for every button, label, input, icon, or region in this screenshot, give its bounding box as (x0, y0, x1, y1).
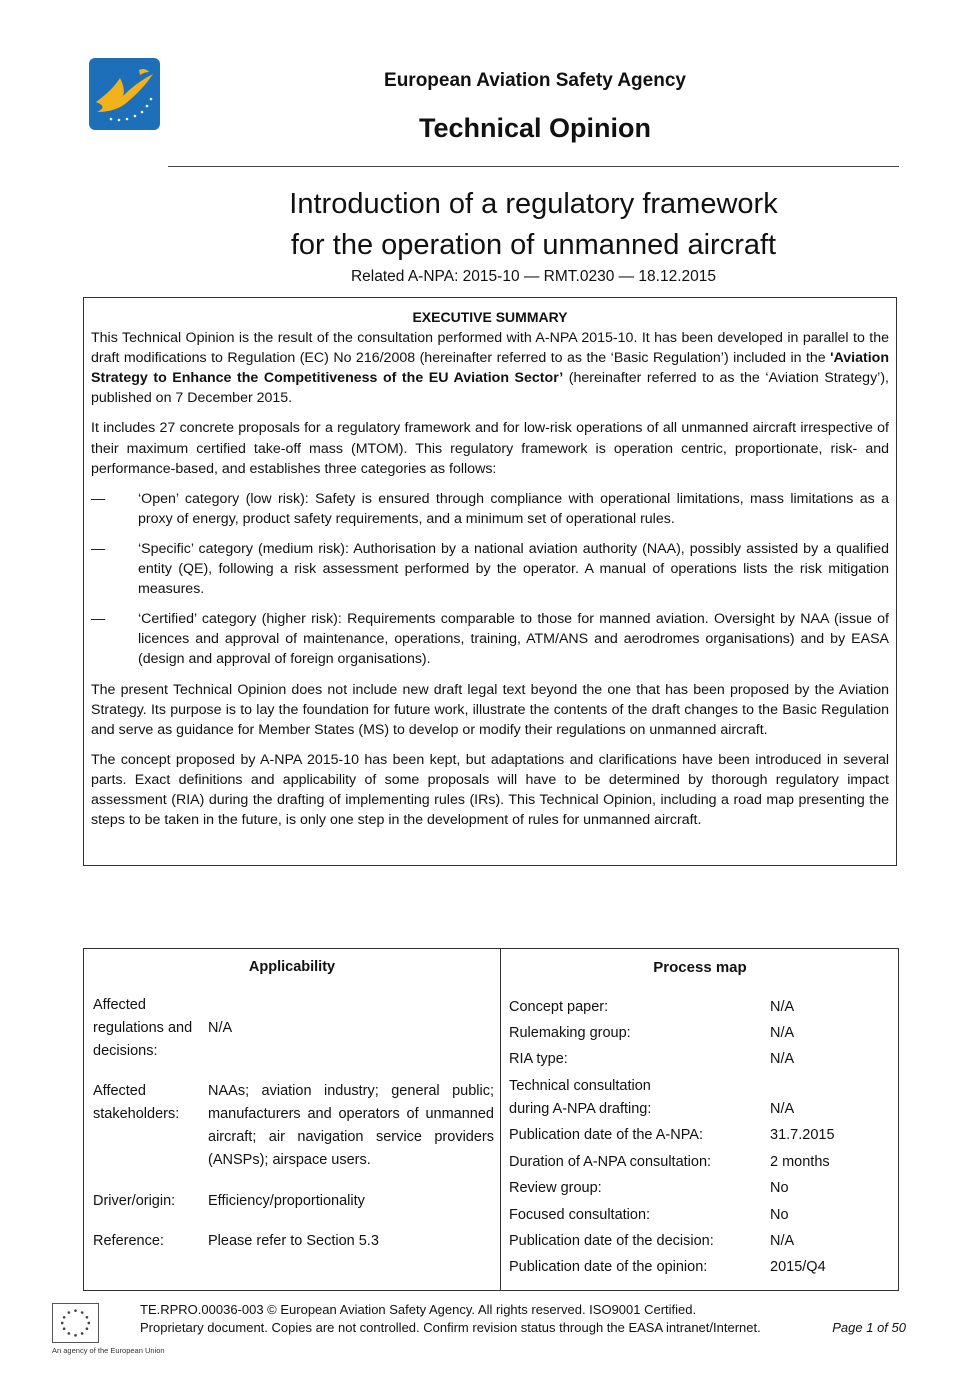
summary-paragraph-1 (91, 328, 889, 408)
applicability-label: Driver/origin: (93, 1193, 176, 1209)
bullet-dash: — (91, 490, 106, 507)
process-map-value: No (770, 1207, 789, 1223)
bullet-dash: — (91, 540, 106, 557)
process-map-value: N/A (770, 999, 795, 1015)
eu-flag-icon (52, 1303, 99, 1343)
footer-disclaimer: Proprietary document. Copies are not controlled. Confirm revision status through the EASA intranet/Internet. (140, 1320, 761, 1335)
process-map-label: RIA type: (509, 1051, 568, 1067)
process-map-value: N/A (770, 1051, 795, 1067)
bullet-dash: — (91, 611, 106, 628)
process-map-label: Publication date of the decision: (509, 1233, 714, 1249)
eu-agency-caption: An agency of the European Union (52, 1346, 165, 1355)
summary-paragraph-1-part-a: This Technical Opinion is the result of the consultation performed with A-NPA 2015-10. It has been developed in parallel to the draft modifications to Regulation (EC) No 216/2008 (hereinafter referred to as the ‘Basic Regulation’) included in the (91, 330, 889, 367)
applicability-value: Efficiency/proportionality (208, 1193, 365, 1209)
applicability-heading: Applicability (248, 959, 336, 975)
applicability-label: Reference: (93, 1233, 164, 1249)
process-map-label: Publication date of the A-NPA: (509, 1127, 703, 1143)
process-map-label: Review group: (509, 1180, 602, 1196)
document-type: Technical Opinion (418, 113, 652, 143)
summary-paragraph-4: The concept proposed by A-NPA 2015-10 has been kept, but adaptations and clarifications have been introduced in several parts. Exact definitions and applicability of some proposals will have to be determined by thorough regulatory impact assessment (RIA) during the drafting of implementing rules (IRs). This Technical Opinion, including a road map presenting the steps to be taken in the future, is only one step in the development of rules for unmanned aircraft. (91, 751, 889, 829)
executive-summary-heading: EXECUTIVE SUMMARY (412, 309, 568, 325)
process-map-label: Rulemaking group: (509, 1025, 631, 1041)
process-map-heading: Process map (653, 959, 747, 976)
process-map-label: Duration of A-NPA consultation: (509, 1154, 712, 1170)
title-line-1: Introduction of a regulatory framework (289, 188, 778, 220)
executive-summary-box (83, 297, 897, 866)
process-map-value: N/A (770, 1101, 795, 1117)
process-map-label: Focused consultation: (509, 1207, 651, 1223)
applicability-value: N/A (208, 1020, 233, 1036)
easa-logo (89, 58, 160, 130)
table-column-divider (500, 948, 501, 1291)
summary-paragraph-3: The present Technical Opinion does not include new draft legal text beyond the one that has been proposed by the Aviation Strategy. Its purpose is to lay the foundation for future work, illustrate the contents of the draft changes to the Basic Regulation and serve as guidance for Member States (MS) to develop or modify their regulations on unmanned aircraft. (91, 681, 889, 738)
summary-paragraph-1-part-b: (hereinafter referred to as the ‘Aviation Strategy’), published on 7 December 2015. (91, 370, 889, 407)
process-map-value: 2 months (770, 1154, 830, 1170)
process-map-value: 31.7.2015 (770, 1127, 835, 1143)
bullet-text: ‘Specific’ category (medium risk): Authorisation by a national aviation authority (NAA), possibly assisted by a qualified entity (QE), following a risk assessment performed by the operator. A manual of operations lists the risk mitigation measures. (138, 540, 889, 598)
bullet-text: ‘Certified’ category (higher risk): Requirements comparable to those for manned aviation. Oversight by NAA (issue of licences and approval of maintenance, operations, training, ATM/ANS and aerodromes organisations) and by EASA (design and approval of foreign organisations). (138, 611, 889, 668)
process-map-label: Concept paper: (509, 999, 609, 1015)
process-map-value: No (770, 1180, 789, 1196)
category-bullet-certified (91, 609, 889, 669)
process-map-label: Technical consultation during A-NPA drafting: (509, 1078, 652, 1117)
process-map-label: Publication date of the opinion: (509, 1259, 708, 1275)
footer-copyright: TE.RPRO.00036-003 © European Aviation Safety Agency. All rights reserved. ISO9001 Certified. (140, 1302, 697, 1317)
agency-name: European Aviation Safety Agency (384, 70, 686, 91)
applicability-label: Affected regulations and decisions: (93, 997, 193, 1059)
process-map-value: N/A (770, 1025, 795, 1041)
header-divider (168, 166, 899, 167)
bullet-text: ‘Open’ category (low risk): Safety is ensured through compliance with operational limitations, mass limitations as a proxy of energy, product safety requirements, and a minimum set of operational rules. (138, 490, 889, 527)
applicability-value: NAAs; aviation industry; general public; manufacturers and operators of unmanned aircraft; air navigation service providers (ANSPs); airspace users. (208, 1083, 494, 1168)
applicability-label: Affected stakeholders: (93, 1083, 180, 1122)
page-title (168, 184, 899, 266)
process-map-value: N/A (770, 1233, 795, 1249)
summary-paragraph-2: It includes 27 concrete proposals for a regulatory framework and for low-risk operations of all unmanned aircraft irrespective of their maximum certified take-off mass (MTOM). This regulatory framework is operation centric, proportionate, risk- and performance-based, and establishes three categories as follows: (91, 420, 889, 477)
aviation-strategy-title: 'Aviation Strategy to Enhance the Competitiveness of the EU Aviation Sector’ (91, 350, 889, 387)
page-number: Page 1 of 50 (832, 1320, 906, 1335)
title-line-2: for the operation of unmanned aircraft (290, 229, 777, 261)
category-bullet-open (91, 489, 889, 529)
process-map-value: 2015/Q4 (770, 1259, 826, 1275)
category-bullet-specific (91, 539, 889, 599)
applicability-value: Please refer to Section 5.3 (208, 1233, 379, 1249)
related-reference: Related A-NPA: 2015-10 — RMT.0230 — 18.12.2015 (350, 268, 717, 285)
